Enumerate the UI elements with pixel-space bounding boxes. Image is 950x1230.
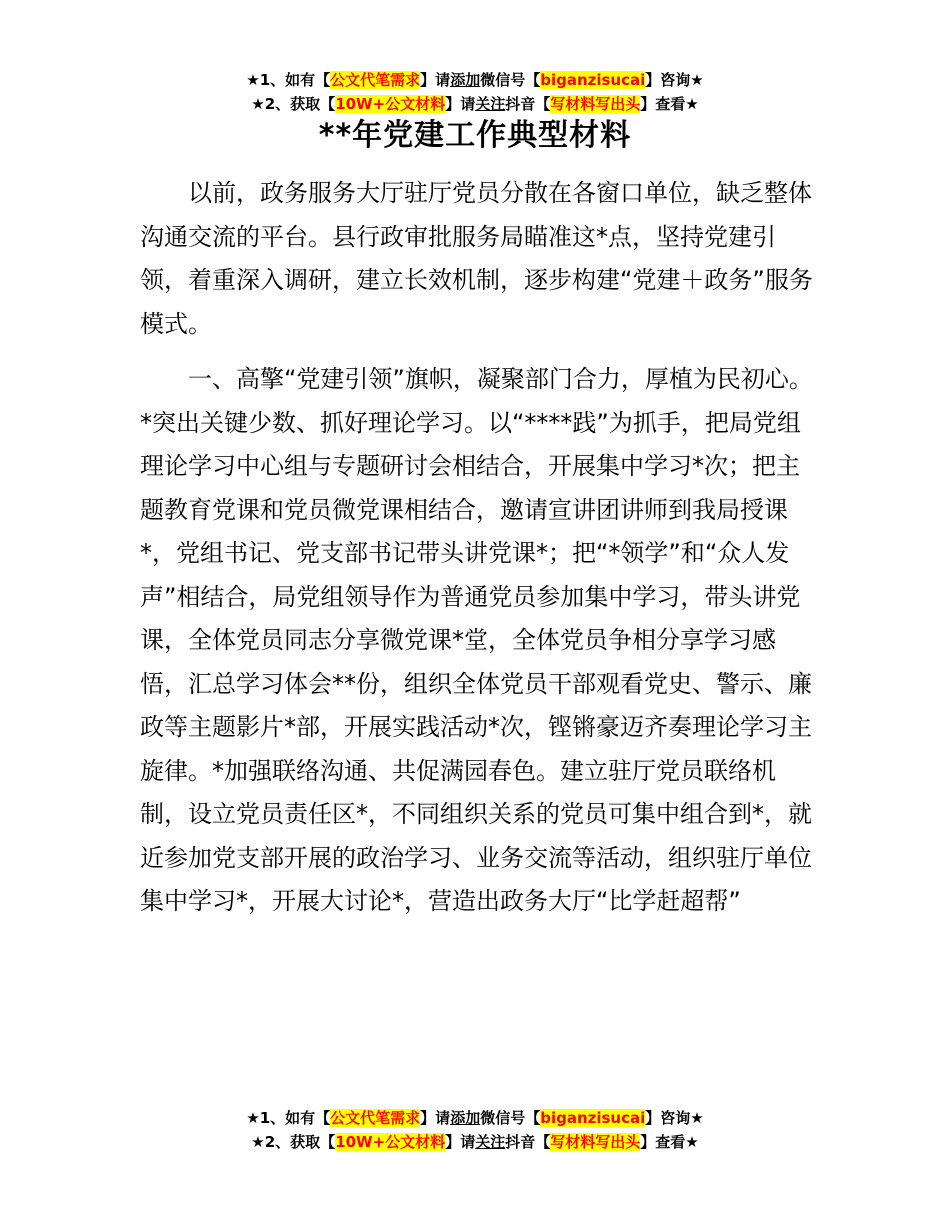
banner-text: 】请 xyxy=(445,1133,476,1151)
banner-text: 】查看★ xyxy=(640,1133,699,1151)
banner-text: ★1、如有【 xyxy=(246,71,331,89)
banner-text: 微信号【 xyxy=(480,71,541,89)
banner-text: ★2、获取【 xyxy=(251,1133,336,1151)
banner-text: ★1、如有【 xyxy=(246,1109,331,1127)
banner-line-2 xyxy=(0,1130,950,1154)
banner-emphasis: 添加 xyxy=(450,71,481,89)
footer-banner xyxy=(0,1106,950,1154)
banner-highlight: 10W+公文材料 xyxy=(335,1133,446,1151)
banner-text: 微信号【 xyxy=(480,1109,541,1127)
banner-text: ★2、获取【 xyxy=(251,95,336,113)
banner-highlight: 写材料写出头 xyxy=(550,1133,641,1151)
paragraph-section-1: 一、高擎“党建引领”旗帜，凝聚部门合力，厚植为民初心。*突出关键少数、抓好理论学习。以“****践”为抓手，把局党组理论学习中心组与专题研讨会相结合，开展集中学习*次；把主题教育党课和党员微党课相结合，邀请宣讲团讲师到我局授课*，党组书记、党支部书记带头讲党课*；把“*领学”和“众人发声”相结合，局党组领导作为普通党员参加集中学习，带头讲党课，全体党员同志分享微党课*堂，全体党员争相分享学习感悟，汇总学习体会**份，组织全体党员干部观看党史、警示、廉政等主题影片*部，开展实践活动*次，铿锵豪迈齐奏理论学习主旋律。*加强联络沟通、共促满园春色。建立驻厅党员联络机制，设立党员责任区*，不同组织关系的党员可集中组合到*，就近参加党支部开展的政治学习、业务交流等活动，组织驻厅单位集中学习*，开展大讨论*，营造出政务大厅“比学赶超帮” xyxy=(140,365,813,915)
banner-highlight: 公文代笔需求 xyxy=(330,1109,421,1127)
banner-text: 】请 xyxy=(420,1109,451,1127)
banner-text: 抖音【 xyxy=(505,95,551,113)
banner-highlight: 公文代笔需求 xyxy=(330,71,421,89)
banner-text: 】请 xyxy=(445,95,476,113)
paragraph-intro: 以前，政务服务大厅驻厅党员分散在各窗口单位，缺乏整体沟通交流的平台。县行政审批服务局瞄准这*点，坚持党建引领，着重深入调研，建立长效机制，逐步构建“党建＋政务”服务模式。 xyxy=(140,179,813,338)
document-body xyxy=(140,172,820,936)
banner-text: 】咨询★ xyxy=(645,1109,704,1127)
banner-highlight: biganzisucai xyxy=(540,1109,646,1127)
document-title: **年党建工作典型材料 xyxy=(318,118,632,153)
banner-text: 】请 xyxy=(420,71,451,89)
banner-emphasis: 关注 xyxy=(475,95,506,113)
banner-text: 】查看★ xyxy=(640,95,699,113)
banner-emphasis: 添加 xyxy=(450,1109,481,1127)
banner-text: 抖音【 xyxy=(505,1133,551,1151)
banner-highlight: 写材料写出头 xyxy=(550,95,641,113)
banner-line-1 xyxy=(0,1106,950,1130)
banner-line-1 xyxy=(0,68,950,92)
banner-highlight: biganzisucai xyxy=(540,71,646,89)
banner-text: 】咨询★ xyxy=(645,71,704,89)
banner-line-2 xyxy=(0,92,950,116)
banner-emphasis: 关注 xyxy=(475,1133,506,1151)
header-banner xyxy=(0,68,950,116)
banner-highlight: 10W+公文材料 xyxy=(335,95,446,113)
